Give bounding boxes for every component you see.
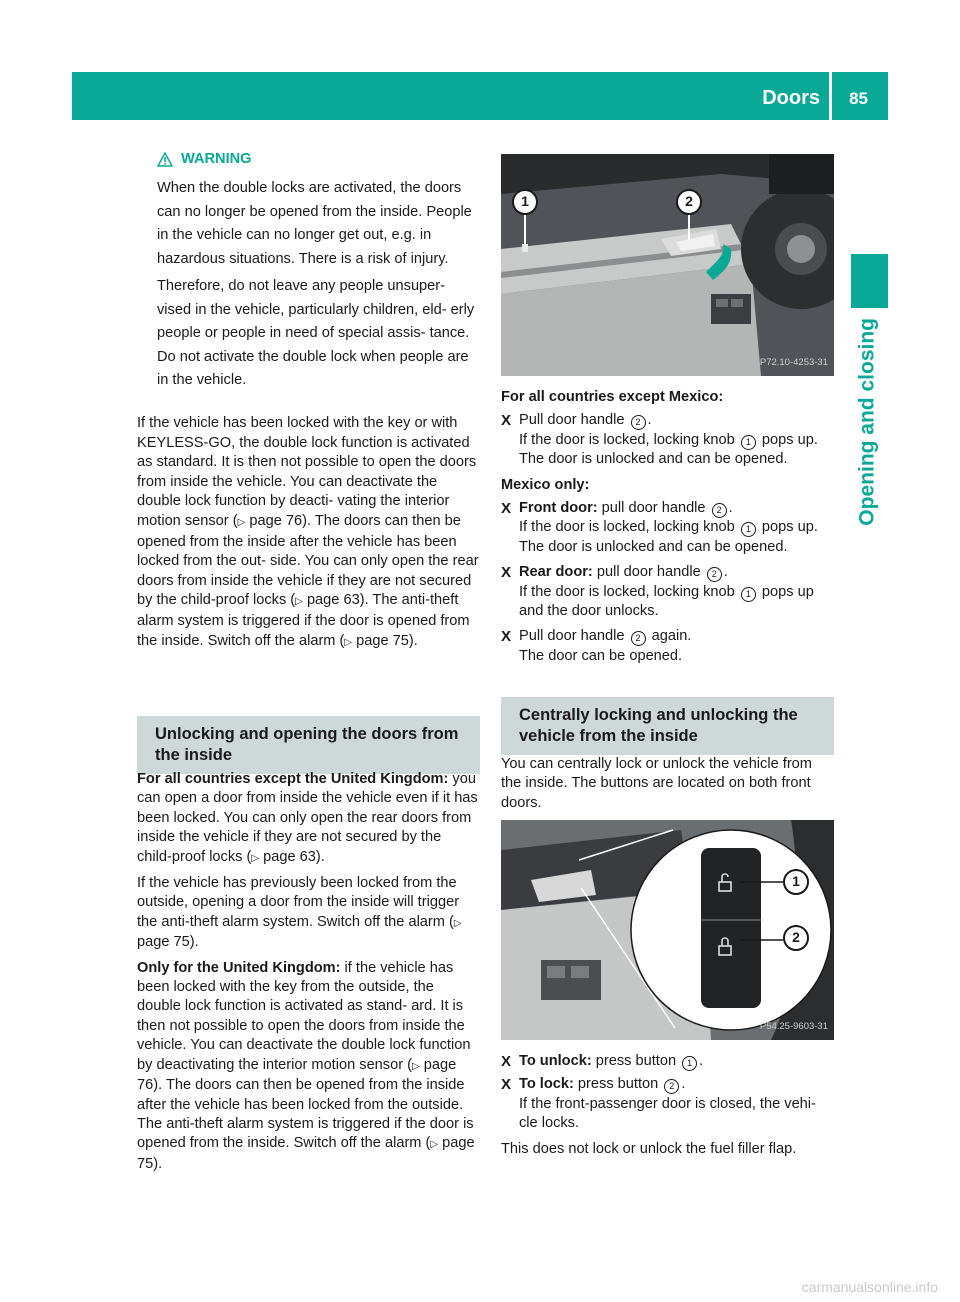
instruction-step — [501, 1075, 834, 1133]
callout-1: 1 — [792, 873, 800, 889]
text: If the door is locked, locking knob — [519, 519, 739, 536]
text: ). — [189, 934, 199, 951]
step-marker-icon: X — [501, 1053, 512, 1070]
text: . — [728, 500, 733, 517]
image-code: P72.10-4253-31 — [759, 356, 828, 368]
text: Front door: — [519, 500, 598, 517]
text: This does not lock or unlock the fuel filler flap. — [501, 1140, 797, 1157]
page-ref-link[interactable]: page 63 — [306, 592, 360, 609]
text: if the vehicle has been locked with the key from the outside, the double lock function is activated as stand- ard. It is then not possible to open the doors from inside the vehicle. You can deactivate the double lock function by deactivating the interior motion sensor ( — [137, 959, 471, 1073]
page-ref-arrow-icon: ▷ — [344, 636, 353, 648]
callout-1-icon: 1 — [682, 1056, 697, 1071]
text: To unlock: — [519, 1053, 592, 1069]
text: pops up. The door is unlocked and can be opened. — [519, 431, 818, 468]
text: pops up and the door unlocks. — [519, 583, 814, 620]
warning-paragraph: Therefore, do not leave any people unsuper- vised in the vehicle, particularly children, eld- erly people or people in need of special assis- tance. Do not activate the double lock when people are in the vehicle. — [157, 278, 475, 389]
page-ref-arrow-icon: ▷ — [237, 516, 246, 528]
lock-instructions — [501, 1052, 834, 1159]
callout-2-icon: 2 — [631, 631, 646, 646]
step-result — [519, 583, 834, 622]
step-result: The door can be opened. — [519, 647, 683, 664]
callout-1-icon: 1 — [741, 522, 756, 537]
page-ref-link[interactable]: page 75 — [137, 1135, 475, 1172]
intro-paragraph — [137, 414, 480, 658]
step-marker-icon: X — [501, 1076, 512, 1094]
text: pops up. The door is unlocked and can be opened. — [519, 519, 818, 555]
callout-1: 1 — [521, 193, 529, 209]
page-ref-arrow-icon: ▷ — [430, 1139, 439, 1151]
text: . — [647, 412, 652, 429]
instruction-step — [501, 1052, 834, 1071]
text: ). The anti-theft alarm system is triggered if the door is opened from the inside. Switch off the alarm ( — [137, 592, 470, 649]
text: . — [699, 1053, 704, 1069]
callout-1-icon: 1 — [741, 435, 756, 450]
callout-2-icon: 2 — [712, 503, 727, 518]
text: ). — [153, 1155, 163, 1172]
callout-2: 2 — [685, 193, 693, 209]
page-ref-arrow-icon: ▷ — [412, 1060, 420, 1072]
warning-triangle-icon — [157, 152, 173, 167]
page-ref-link[interactable]: page 63 — [263, 848, 316, 865]
text: ). — [315, 848, 325, 865]
text: If the vehicle has been locked with the key or with KEYLESS-GO, the double lock function is activated as standard. It is then not possible to open the doors from inside the vehicle. You can deactivate the double lock function by deacti- vating the interior motion sensor ( — [137, 415, 477, 529]
warning-box — [137, 150, 480, 397]
door-handle-image — [501, 154, 834, 376]
text: To lock: — [519, 1076, 574, 1093]
text: If the door is locked, locking knob — [519, 583, 739, 600]
warning-header — [157, 150, 480, 169]
text: ). The doors can then be opened from the inside after the vehicle has been locked from the outside. The anti-theft alarm system is triggered if the door is opened from the inside. Switch off the alarm ( — [137, 1077, 474, 1152]
section-intro — [501, 755, 834, 819]
bold-lead: Only for the United Kingdom: — [137, 959, 341, 976]
text: Pull door handle — [519, 628, 629, 645]
header-divider — [829, 72, 832, 120]
text: . — [681, 1076, 686, 1093]
instruction-step — [501, 499, 834, 557]
warning-label: WARNING — [181, 151, 252, 167]
page-ref-arrow-icon: ▷ — [295, 596, 303, 608]
page-header — [72, 72, 888, 120]
text: pull door handle — [597, 500, 710, 517]
chapter-label: Opening and closing — [856, 318, 879, 526]
section-body — [137, 770, 480, 1180]
text: again. — [647, 628, 692, 645]
text: ). The doors can then be opened from the inside after the vehicle has been locked from the out- side. You can only open the rear doors from inside the vehicle if they are not secured by the child-proof locks ( — [137, 512, 479, 609]
instruction-step — [501, 411, 834, 469]
page-ref-arrow-icon: ▷ — [251, 852, 260, 864]
step-result — [519, 518, 834, 557]
callout-2-icon: 2 — [707, 567, 722, 582]
text: ). — [408, 632, 418, 649]
page-ref-link[interactable]: page 76 — [249, 512, 303, 529]
subheading: Mexico only: — [501, 476, 590, 493]
step-marker-icon: X — [501, 500, 512, 518]
warning-paragraph: When the double locks are activated, the doors can no longer be opened from the inside. People in the vehicle can no longer get out, e.g. in hazardous situations. There is a risk of injury. — [157, 180, 472, 267]
chapter-tab — [851, 254, 888, 308]
callout-2-icon: 2 — [631, 415, 646, 430]
text: If the vehicle has previously been locked from the outside, opening a door from the inside will trigger the anti-theft alarm system. Switch off the alarm ( — [137, 875, 460, 930]
page-ref-link[interactable]: page 75 — [356, 632, 409, 649]
step-result — [519, 431, 834, 470]
door-handle-illustration — [501, 154, 834, 376]
door-open-instructions — [501, 388, 834, 668]
callout-1-icon: 1 — [741, 587, 756, 602]
page-number: 85 — [849, 89, 868, 108]
subheading: For all countries except Mexico: — [501, 389, 724, 405]
page-ref-arrow-icon: ▷ — [453, 917, 462, 929]
header-title: Doors — [762, 87, 820, 109]
warning-body — [137, 177, 480, 393]
text: If the door is locked, locking knob — [519, 431, 739, 448]
callout-2: 2 — [792, 929, 800, 945]
lock-buttons-image — [501, 820, 834, 1040]
section-heading: Unlocking and opening the doors from the inside — [137, 716, 480, 774]
text: you can open a door from inside the vehicle even if it has been locked. You can only open the rear doors from inside the vehicle if they are not secured by the child-proof locks ( — [137, 771, 478, 865]
callout-2-icon: 2 — [664, 1079, 679, 1094]
step-marker-icon: X — [501, 412, 512, 430]
bold-lead: For all countries except the United Kingdom: — [137, 771, 449, 787]
lock-buttons-illustration — [501, 820, 834, 1040]
page-ref-link[interactable]: page 76 — [137, 1056, 457, 1094]
page-ref-link[interactable]: page 75 — [137, 934, 190, 951]
text: Pull door handle — [519, 412, 629, 429]
text: pull door handle — [592, 564, 705, 581]
text: press button — [591, 1053, 681, 1069]
text: Rear door: — [519, 564, 593, 581]
text: . — [723, 564, 728, 581]
watermark: carmanualsonline.info — [801, 1279, 938, 1295]
step-result: If the front-passenger door is closed, the vehi- cle locks. — [519, 1095, 816, 1132]
image-code: P54.25-9603-31 — [759, 1020, 828, 1032]
instruction-step — [501, 563, 834, 621]
step-marker-icon: X — [501, 628, 512, 646]
text: press button — [573, 1076, 663, 1093]
text: You can centrally lock or unlock the vehicle from the inside. The buttons are located on both front doors. — [501, 756, 812, 811]
step-marker-icon: X — [501, 564, 512, 582]
instruction-step — [501, 627, 834, 666]
section-heading: Centrally locking and unlocking the vehicle from the inside — [501, 697, 834, 755]
